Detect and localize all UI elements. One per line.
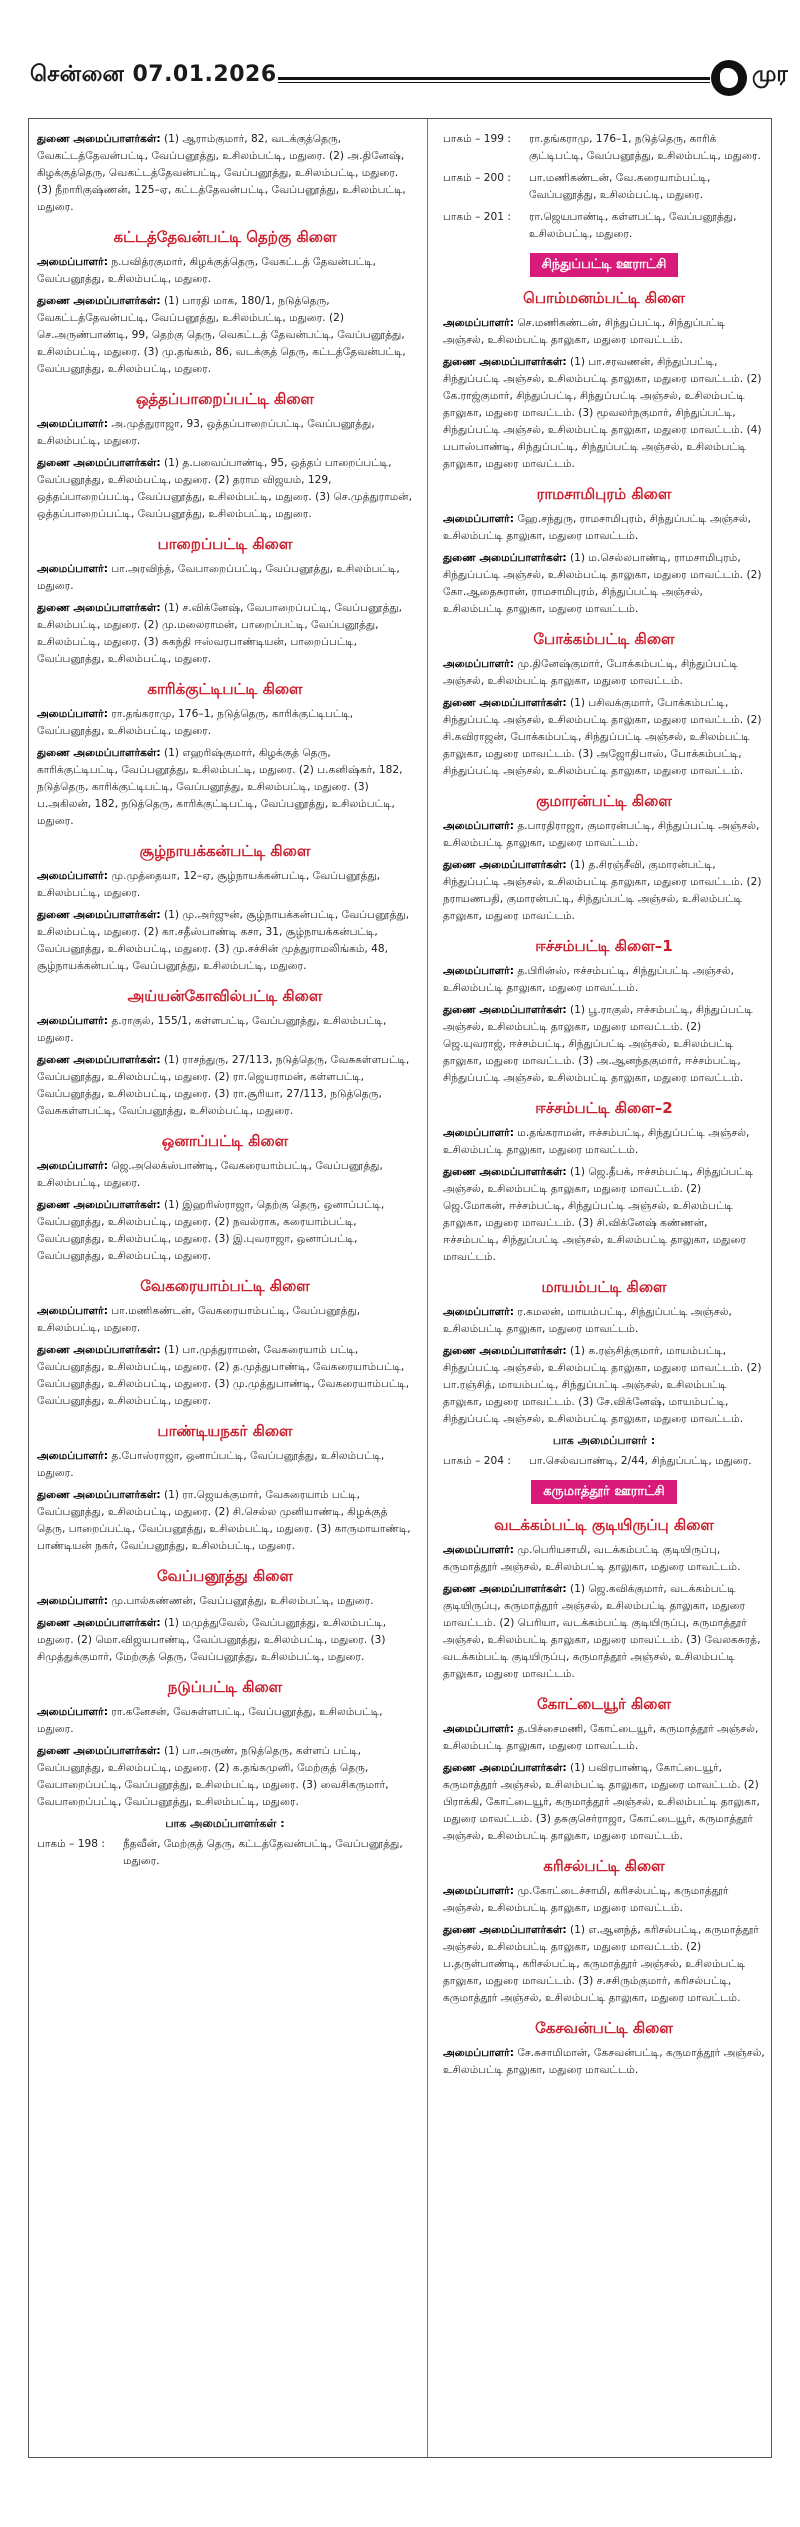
branch-deputies [37,600,413,668]
deputies-text: (1) பசிவக்குமார், போக்கம்பட்டி, சிந்துப்பட்டி அஞ்சல், உசிலம்பட்டி தாலுகா, மதுரை மாவட்டம். (2) சி.கவிராஜன், போக்கம்பட்டி, சிந்துப்பட்டி அஞ்சல், உசிலம்பட்டி தாலுகா, மதுரை மாவட்டம். (3) அஜோதிபாஸ், போக்கம்பட்டி, சிந்துப்பட்டி அஞ்சல், உசிலம்பட்டி தாலுகா, மதுரை மாவட்டம். [443,697,762,777]
branch-deputies [443,695,765,780]
branch-title: ஒனாப்பட்டி கிளை [161,1132,289,1150]
secretary-label: அமைப்பாளர்: [443,1306,514,1318]
secretary-text: மு.பால்கண்ணன், வேப்பனூத்து, உசிலம்பட்டி, மதுரை. [111,1595,374,1607]
booth-entry [443,131,765,165]
branch-title: கோட்டையூர் கிளை [536,1695,672,1713]
branch-secretary [443,315,765,349]
secretary-text: த.ராகுல், 155/1, கள்ளபட்டி, வேப்பனூத்து, உசிலம்பட்டி, மதுரை. [37,1015,387,1044]
secretary-label: அமைப்பாளர்: [443,820,514,832]
deputies-text: (1) எஹரிஷ்குமார், கிழக்குத் தெரு, காரிக்குட்டிபட்டி, வேப்பனூத்து, உசிலம்பட்டி, மதுரை. (2) ப.கனிஷ்கர், 182, நடுத்தெரு, காரிக்குட்டிபட்டி, வேப்பனூத்து, உசிலம்பட்டி, மதுரை. (3) ப.அகிலன், 182, நடுத்தெரு, காரிக்குட்டிபட்டி, வேப்பனூத்து, உசிலம்பட்டி, மதுரை. [37,747,403,827]
deputies-text: (1) மமுத்துவேல், வேப்பனூத்து, உசிலம்பட்டி, மதுரை. (2) மொ.விஜயபாண்டி, வேப்பனூத்து, உசிலம்பட்டி, மதுரை. (3) சிமுத்துக்குமார், மேற்குத் தெரு, வேப்பனூத்து, உசிலம்பட்டி, மதுரை. [37,1617,387,1663]
secretary-label: அமைப்பாளர்: [37,1450,108,1462]
secretary-text: ரா.கனேசன், வேசுள்ளபட்டி, வேப்பனூத்து, உசிலம்பட்டி, மதுரை. [37,1706,383,1735]
booth-entry [37,1836,413,1870]
deputies-text: (1) இஹரிஸ்ராஜா, தெற்கு தெரு, ஒனாப்பட்டி, வேப்பனூத்து, உசிலம்பட்டி, மதுரை. (2) நவல்ராக, கரையாம்பட்டி, வேப்பனூத்து, உசிலம்பட்டி, மதுரை. (3) இ.புவராஜா, ஒனாப்பட்டி, வேப்பனூத்து, உசிலம்பட்டி, மதுரை. [37,1199,385,1262]
deputies-text: (1) பவிரபாண்டி, கோட்டையூர், கருமாத்தூர் அஞ்சல், உசிலம்பட்டி தாலுகா, மதுரை மாவட்டம். (2) பிராக்கி, கோட்டையூர், கருமாத்தூர் அஞ்சல், உசிலம்பட்டி தாலுகா, மதுரை மாவட்டம். (3) தசுகுசெர்ராஜா, கோட்டையூர், கருமாத்தூர் அஞ்சல், உசிலம்பட்டி தாலுகா, மதுரை மாவட்டம். [443,1762,760,1842]
secretary-label: அமைப்பாளர்: [443,1127,514,1139]
secretary-text: த.பிச்சைமணி, கோட்டையூர், கருமாத்தூர் அஞ்சல், உசிலம்பட்டி தாலுகா, மதுரை மாவட்டம். [443,1723,759,1752]
booth-number: பாகம் – 198 : [37,1838,105,1850]
branch-deputies [37,455,413,523]
branch-deputies [37,293,413,378]
deputies-label: துணை அமைப்பாளர்கள்: [37,457,161,469]
secretary-text: மு.கோட்டைச்சாமி, கரிசல்பட்டி, கருமாத்தூர் அஞ்சல், உசிலம்பட்டி தாலுகா, மதுரை மாவட்டம். [443,1885,729,1914]
branch-title: கரிசல்பட்டி கிளை [543,1857,665,1875]
branch-deputies [443,1164,765,1266]
deputies-label: துணை அமைப்பாளர்கள்: [37,1617,161,1629]
secretary-label: அமைப்பாளர்: [37,1706,108,1718]
deputies-text: (1) எ.ஆனந்த், கரிசல்பட்டி, கருமாத்தூர் அஞ்சல், உசிலம்பட்டி தாலுகா, மதுரை மாவட்டம். (2) ப.தருள்பாண்டி, கரிசல்பட்டி, கருமாத்தூர் அஞ்சல், உசிலம்பட்டி தாலுகா, மதுரை மாவட்டம். (3) ச.சசிரும்குமார், கரிசல்பட்டி, கருமாத்தூர் அஞ்சல், உசிலம்பட்டி தாலுகா, மதுரை மாவட்டம். [443,1924,759,2004]
secretary-text: ந.பவித்ரகுமார், கிழக்குத்தெரு, வேகட்டத் தேவன்பட்டி, வேப்பனூத்து, உசிலம்பட்டி, மதுரை. [37,256,376,285]
secretary-text: ம.தங்கராமன், ஈச்சம்பட்டி, சிந்துப்பட்டி அஞ்சல், உசிலம்பட்டி தாலுகா, மதுரை மாவட்டம். [443,1127,750,1156]
booth-entry [443,209,765,243]
branch-title: ராமசாமிபுரம் கிளை [536,485,672,503]
deputies-label: துணை அமைப்பாளர்கள்: [37,1054,161,1066]
branch-secretary [443,1721,765,1755]
intro-deputies-text: (1) ஆராம்குமார், 82, வடக்குத்தெரு, வேகட்டத்தேவன்பட்டி, வேப்பனூத்து, உசிலம்பட்டி, மதுரை. (2) அ.தினேஷ், கிழக்குத்தெரு, வெகட்டத்தேவன்பட்டி, வேப்பனூத்து, உசிலம்பட்டி, மதுரை. (3) நீறாரிகுஷ்ணன், 125–ஏ, கட்டத்தேவன்பட்டி, வேப்பனூத்து, உசிலம்பட்டி, மதுரை. [37,133,406,213]
branch-title: அய்யன்கோவில்பட்டி கிளை [127,987,323,1005]
branch-secretary [37,1013,413,1047]
branch-secretary [443,1125,765,1159]
deputies-text: (1) ச.விக்னேஷ், வேபாறைப்பட்டி, வேப்பனூத்து, உசிலம்பட்டி, மதுரை. (2) மு.மலைராமன், பாறைப்பட்டி, வேப்பனூத்து, உசிலம்பட்டி, மதுரை. (3) சுகந்தி ஈஸ்வரபாண்டியன், பாறைப்பட்டி, வேப்பனூத்து, உசிலம்பட்டி, மதுரை. [37,602,403,665]
secretary-label: அமைப்பாளர்: [443,658,514,670]
masthead-rule-thin [278,82,710,83]
branch-secretary [443,963,765,997]
secretary-text: பா.மணிகண்டன், வேகரையாம்பட்டி, வேப்பனூத்து, உசிலம்பட்டி, மதுரை. [37,1305,361,1334]
booth-name: பா.செல்வபாண்டி, 2/44, சிந்துப்பட்டி, மதுரை. [529,1455,752,1467]
branch-secretary [443,818,765,852]
deputies-label: துணை அமைப்பாளர்கள்: [37,1344,161,1356]
branch-secretary [37,1593,413,1610]
secretary-text: சே.சுசாமிமான், கேசவன்பட்டி, கருமாத்தூர் அஞ்சல், உசிலம்பட்டி தாலுகா, மதுரை மாவட்டம். [443,2047,765,2076]
branch-deputies [443,1002,765,1087]
branch-deputies [443,1343,765,1428]
secretary-text: பா.அரவிந்த், வேபாறைப்பட்டி, வேப்பனூத்து, உசிலம்பட்டி, மதுரை. [37,563,400,592]
deputies-label: துணை அமைப்பாளர்கள்: [443,1762,567,1774]
branch-title: கட்டத்தேவன்பட்டி தெற்கு கிளை [113,228,337,246]
deputies-label: துணை அமைப்பாளர்கள்: [443,1924,567,1936]
masthead-rule [278,77,710,80]
secretary-text: செ.மணிகண்டன், சிந்துப்பட்டி, சிந்துப்பட்டி அஞ்சல், உசிலம்பட்டி தாலுகா, மதுரை மாவட்டம். [443,317,726,346]
secretary-label: அமைப்பாளர்: [37,563,108,575]
branch-title: நடுப்பட்டி கிளை [167,1678,283,1696]
branch-secretary [443,511,765,545]
secretary-label: அமைப்பாளர்: [37,256,108,268]
booth-name: நீதவீன், மேற்குத் தெரு, கட்டத்தேவன்பட்டி, வேப்பனூத்து, மதுரை. [123,1838,403,1867]
union-banner-karumathur: கருமாத்தூர் ஊராட்சி [531,1480,677,1504]
booth-name: பா.மணிகண்டன், வே.கரையாம்பட்டி, வேப்பனூத்து, உசிலம்பட்டி, மதுரை. [529,172,711,201]
deputies-label: துணை அமைப்பாளர்கள்: [37,133,161,145]
branch-title: கேசவன்பட்டி கிளை [535,2019,673,2037]
deputies-text: (1) பா.சரவணன், சிந்துப்பட்டி, சிந்துப்பட்டி அஞ்சல், உசிலம்பட்டி தாலுகா, மதுரை மாவட்டம். (2) கே.ராஜ்குமார், சிந்துப்பட்டி, சிந்துப்பட்டி அஞ்சல், உசிலம்பட்டி தாலுகா, மதுரை மாவட்டம். (3) மூவலர்நகுமார், சிந்துப்பட்டி, சிந்துப்பட்டி அஞ்சல், உசிலம்பட்டி தாலுகா, மதுரை மாவட்டம். (4) பபாஸ்பாண்டி, சிந்துப்பட்டி, சிந்துப்பட்டி அஞ்சல், உசிலம்பட்டி தாலுகா, மதுரை மாவட்டம். [443,356,762,470]
deputies-label: துணை அமைப்பாளர்கள்: [37,295,161,307]
deputies-label: துணை அமைப்பாளர்கள்: [443,859,567,871]
secretary-label: அமைப்பாளர்: [443,317,514,329]
deputies-text: (1) ஜெ.தீபக், ஈச்சம்பட்டி, சிந்துப்பட்டி அஞ்சல், உசிலம்பட்டி தாலுகா, மதுரை மாவட்டம். (2) ஜெ.மோகன், ஈச்சம்பட்டி, சிந்துப்பட்டி அஞ்சல், உசிலம்பட்டி தாலுகா, மதுரை மாவட்டம். (3) சி.விக்னேஷ் கண்ணன், ஈச்சம்பட்டி, சிந்துப்பட்டி அஞ்சல், உசிலம்பட்டி தாலுகா, மதுரை மாவட்டம். [443,1166,754,1263]
branch-title: ஈச்சம்பட்டி கிளை–2 [535,1099,673,1117]
secretary-text: த.போஸ்ராஜா, ஒனாப்பட்டி, வேப்பனூத்து, உசிலம்பட்டி, மதுரை. [37,1450,385,1479]
deputies-label: துணை அமைப்பாளர்கள்: [443,1004,567,1016]
branch-deputies [443,1922,765,2007]
secretary-label: அமைப்பாளர்: [37,1015,108,1027]
secretary-text: ர.கமலன், மாயம்பட்டி, சிந்துப்பட்டி அஞ்சல், உசிலம்பட்டி தாலுகா, மதுரை மாவட்டம். [443,1306,732,1335]
deputies-text: (1) த.பவைப்பாண்டி, 95, ஒத்தப் பாறைப்பட்டி, வேப்பனூத்து, உசிலம்பட்டி, மதுரை. (2) தராம விஜயம், 129, ஒத்தப்பாறைப்பட்டி, வேப்பனூத்து, உசிலம்பட்டி, மதுரை. (3) செ.முத்துராமன், ஒத்தப்பாறைப்பட்டி, வேப்பனூத்து, உசிலம்பட்டி, மதுரை. [37,457,412,520]
left-branch-list [37,228,413,1811]
secretary-label: அமைப்பாளர்: [443,965,514,977]
deputies-label: துணை அமைப்பாளர்கள்: [443,1166,567,1178]
secretary-label: அமைப்பாளர்: [443,1544,514,1556]
branch-deputies [37,745,413,830]
branch-title: பொம்மனம்பட்டி கிளை [523,289,685,307]
branch-deputies [443,354,765,473]
secretary-label: அமைப்பாளர்: [443,2047,514,2059]
secretary-text: மு.முத்தையா, 12–ஏ, சூழ்நாயக்கன்பட்டி, வேப்பனூத்து, உசிலம்பட்டி, மதுரை. [37,870,381,899]
masthead [0,0,800,118]
deputies-label: துணை அமைப்பாளர்கள்: [37,1745,161,1757]
branch-title: வடக்கம்பட்டி குடியிருப்பு கிளை [494,1516,714,1534]
dateline: சென்னை 07.01.2026 [30,62,277,87]
branch-secretary [37,561,413,595]
secretary-text: மு.தினேஷ்குமார், போக்கம்பட்டி, சிந்துப்பட்டி அஞ்சல், உசிலம்பட்டி தாலுகா, மதுரை மாவட்டம். [443,658,738,687]
branch-title: போக்கம்பட்டி கிளை [533,630,675,648]
branch-secretary [443,656,765,690]
booth-entry [443,1453,765,1470]
deputies-label: துணை அமைப்பாளர்கள்: [443,356,567,368]
booth-number: பாகம் – 199 : [443,133,511,145]
branch-deputies [443,1581,765,1683]
deputies-text: (1) பா.முத்துராமன், வேகரையாம் பட்டி, வேப்பனூத்து, உசிலம்பட்டி, மதுரை. (2) த.முத்துபாண்டி, வேகரையாம்பட்டி, வேப்பனூத்து, உசிலம்பட்டி, மதுரை. (3) மு.முத்துபாண்டி, வேகரையாம்பட்டி, வேப்பனூத்து, உசிலம்பட்டி, மதுரை. [37,1344,410,1407]
deputies-label: துணை அமைப்பாளர்கள்: [37,602,161,614]
branch-secretary [37,254,413,288]
branch-secretary [37,1158,413,1192]
secretary-label: அமைப்பாளர்: [37,1305,108,1317]
branch-secretary [37,1704,413,1738]
branch-deputies [37,1342,413,1410]
secretary-text: ரா.தங்கராமு, 176–1, நடுத்தெரு, காரிக்குட்டிபட்டி, வேப்பனூத்து, உசிலம்பட்டி, மதுரை. [37,708,354,737]
secretary-text: அ.முத்துராஜா, 93, ஒத்தப்பாறைப்பட்டி, வேப்பனூத்து, உசிலம்பட்டி, மதுரை. [37,418,375,447]
branch-secretary [37,868,413,902]
branch-secretary [443,1883,765,1917]
booth-name: ரா.தங்கராமு, 176–1, நடுத்தெரு, காரிக் குட்டிபட்டி, வேப்பனூத்து, உசிலம்பட்டி, மதுரை. [529,133,761,162]
branch-deputies [443,857,765,925]
branch-secretary [443,1542,765,1576]
deputies-text: (1) ஜெ.கவிக்குமார், வடக்கம்பட்டி குடியிருப்பு, கருமாத்தூர் அஞ்சல், உசிலம்பட்டி தாலுகா, மதுரை மாவட்டம். (2) பெரியா, வடக்கம்பட்டி குடியிருப்பு, கருமாத்தூர் அஞ்சல், உசிலம்பட்டி தாலுகா, மதுரை மாவட்டம். (3) வேலகசுரத், வடக்கம்பட்டி குடியிருப்பு, கருமாத்தூர் அஞ்சல், உசிலம்பட்டி தாலுகா, மதுரை மாவட்டம். [443,1583,761,1680]
deputies-text: (1) பாரதி மாக, 180/1, நடுத்தெரு, வேகட்டத்தேவன்பட்டி, வேப்பனூத்து, உசிலம்பட்டி, மதுரை. (2) செ.அருண்பாண்டி, 99, தெற்கு தெரு, வெகட்டத் தேவன்பட்டி, வேப்பனூத்து, உசிலம்பட்டி, மதுரை. (3) மு.தங்கம், 86, வடக்குத் தெரு, கட்டத்தேவன்பட்டி, வேப்பனூத்து, உசிலம்பட்டி, மதுரை. [37,295,406,375]
booth-entry [443,170,765,204]
branch-deputies [443,1760,765,1845]
branch-title: மாயம்பட்டி கிளை [541,1278,667,1296]
deputies-label: துணை அமைப்பாளர்கள்: [443,552,567,564]
secretary-text: மு.பெரியசாமி, வடக்கம்பட்டி குடியிருப்பு, கருமாத்தூர் அஞ்சல், உசிலம்பட்டி தாலுகா, மதுரை மாவட்டம். [443,1544,741,1573]
branch-title: ஒத்தப்பாறைப்பட்டி கிளை [135,390,315,408]
branch-secretary [37,1448,413,1482]
booth-heading: பாக அமைப்பாளர்கள் : [165,1817,285,1830]
branch-title: காரிக்குட்டிபட்டி கிளை [147,680,303,698]
deputies-label: துணை அமைப்பாளர்கள்: [443,1583,567,1595]
secretary-label: அமைப்பாளர்: [37,708,108,720]
secretary-label: அமைப்பாளர்: [37,418,108,430]
deputies-label: துணை அமைப்பாளர்கள்: [443,1345,567,1357]
branch-deputies [37,1052,413,1120]
secretary-label: அமைப்பாளர்: [443,1885,514,1897]
booth-number: பாகம் – 204 : [443,1455,511,1467]
deputies-text: (1) மு.அர்ஜுன், சூழ்நாயக்கன்பட்டி, வேப்பனூத்து, உசிலம்பட்டி, மதுரை. (2) கா.சதீஸ்பாண்டி கசா, 31, சூழ்நாயக்கன்பட்டி, வேப்பனூத்து, உசிலம்பட்டி, மதுரை. (3) மு.சச்சின் முத்துராமலிங்கம், 48, சூழ்நாயக்கன்பட்டி, வேப்பனூத்து, உசிலம்பட்டி, மதுரை. [37,909,410,972]
deputies-text: (1) பா.அருண், நடுத்தெரு, கள்ளப் பட்டி, வேப்பனூத்து, உசிலம்பட்டி, மதுரை. (2) க.தங்கமுனி, மேற்குத் தெரு, வேபாறைப்பட்டி, வேப்பனூத்து, உசிலம்பட்டி, மதுரை. (3) வைசிகருமார், வேபாறைப்பட்டி, வேப்பனூத்து, உசிலம்பட்டி, மதுரை. [37,1745,389,1808]
secretary-label: அமைப்பாளர்: [443,513,514,525]
branch-secretary [443,1304,765,1338]
deputies-label: துணை அமைப்பாளர்கள்: [37,1199,161,1211]
branch-title: பாறைப்பட்டி கிளை [157,535,293,553]
deputies-text: (1) க.ரஞ்சித்குமார், மாயம்பட்டி, சிந்துப்பட்டி அஞ்சல், உசிலம்பட்டி தாலுகா, மதுரை மாவட்டம். (2) பா.ரஞ்சித், மாயம்பட்டி, சிந்துப்பட்டி அஞ்சல், உசிலம்பட்டி தாலுகா, மதுரை மாவட்டம். (3) சே.விக்னேஷ், மாயம்பட்டி, சிந்துப்பட்டி அஞ்சல், உசிலம்பட்டி தாலுகா, மதுரை மாவட்டம். [443,1345,762,1425]
branch-secretary [37,706,413,740]
article-frame [28,118,772,2458]
branch-title: குமாரன்பட்டி கிளை [536,792,672,810]
karumathur-branch-list [443,1516,765,2079]
intro-deputies [37,131,413,216]
branch-title: வேப்பனூத்து கிளை [156,1567,294,1585]
branch-deputies [37,1197,413,1265]
right-column [443,131,765,2084]
left-column [37,131,413,1875]
right-booth-list [443,131,765,243]
deputies-label: துணை அமைப்பாளர்கள்: [37,1489,161,1501]
secretary-label: அமைப்பாளர்: [37,870,108,882]
newspaper-logo-icon [711,60,747,96]
secretary-label: அமைப்பாளர்: [443,1723,514,1735]
branch-deputies [37,1743,413,1811]
branch-secretary [37,1303,413,1337]
secretary-text: ஹே.சந்துரு, ராமசாமிபுரம், சிந்துப்பட்டி அஞ்சல், உசிலம்பட்டி தாலுகா, மதுரை மாவட்டம். [443,513,752,542]
secretary-text: த.பிரின்ஸ், ஈச்சம்பட்டி, சிந்துப்பட்டி அஞ்சல், உசிலம்பட்டி தாலுகா, மதுரை மாவட்டம். [443,965,734,994]
branch-title: ஈச்சம்பட்டி கிளை–1 [535,937,673,955]
branch-title: வேகரையாம்பட்டி கிளை [140,1277,310,1295]
branch-title: பாண்டியநகர் கிளை [157,1422,293,1440]
secretary-text: ஜெ.அலெக்ஸ்பாண்டி, வேகரையாம்பட்டி, வேப்பனூத்து, உசிலம்பட்டி, மதுரை. [37,1160,383,1189]
deputies-text: (1) ரா.ஜெயக்குமார், வேகரையாம் பட்டி, வேப்பனூத்து, உசிலம்பட்டி, மதுரை. (2) சி.செல்ல முனியாண்டி, கிழக்குத் தெரு, பாறைப்பட்டி, வேப்பனூத்து, உசிலம்பட்டி, மதுரை. (3) காருமாயாண்டி, பாண்டியன் நகர், வேப்பனூத்து, உசிலம்பட்டி, மதுரை. [37,1489,411,1552]
column-divider [427,119,428,2457]
secretary-text: த.பாரதிராஜா, குமாரன்பட்டி, சிந்துப்பட்டி அஞ்சல், உசிலம்பட்டி தாலுகா, மதுரை மாவட்டம். [443,820,760,849]
branch-secretary [37,416,413,450]
deputies-text: (1) பூ.ராகுல், ஈச்சம்பட்டி, சிந்துப்பட்டி அஞ்சல், உசிலம்பட்டி தாலுகா, மதுரை மாவட்டம். (2) ஜெ.யுவராஜ், ஈச்சம்பட்டி, சிந்துப்பட்டி அஞ்சல், உசிலம்பட்டி தாலுகா, மதுரை மாவட்டம். (3) அ.ஆனந்தகுமார், ஈச்சம்பட்டி, சிந்துப்பட்டி அஞ்சல், உசிலம்பட்டி தாலுகா, மதுரை மாவட்டம். [443,1004,753,1084]
deputies-label: துணை அமைப்பாளர்கள்: [443,697,567,709]
booth-name: ரா.ஜெயபாண்டி, கள்ளபட்டி, வேப்பனூத்து, உசிலம்பட்டி, மதுரை. [529,211,737,240]
secretary-label: அமைப்பாளர்: [37,1160,108,1172]
deputies-text: (1) ராசந்துரு, 27/113, நடுத்தெரு, வேசுகள்ளபட்டி, வேப்பனூத்து, உசிலம்பட்டி, மதுரை. (2) ரா.ஜெயராமன், கள்ளபட்டி, வேப்பனூத்து, உசிலம்பட்டி, மதுரை. (3) ரா.சூரியா, 27/113, நடுத்தெரு, வேசுகள்ளபட்டி, வேப்பனூத்து, உசிலம்பட்டி, மதுரை. [37,1054,410,1117]
deputies-text: (1) த.சிரஞ்சீவி, குமாரன்பட்டி, சிந்துப்பட்டி அஞ்சல், உசிலம்பட்டி தாலுகா, மதுரை மாவட்டம். (2) நராயணபதி, குமாரன்பட்டி, சிந்துப்பட்டி அஞ்சல், உசிலம்பட்டி தாலுகா, மதுரை மாவட்டம். [443,859,762,922]
branch-title: சூழ்நாயக்கன்பட்டி கிளை [139,842,311,860]
branch-deputies [443,550,765,618]
sindhupatti-branch-list [443,289,765,1428]
branch-deputies [37,1487,413,1555]
branch-secretary [443,2045,765,2079]
secretary-label: அமைப்பாளர்: [37,1595,108,1607]
deputies-text: (1) ம.செல்லபாண்டி, ராமசாமிபுரம், சிந்துப்பட்டி அஞ்சல், உசிலம்பட்டி தாலுகா, மதுரை மாவட்டம். (2) கோ.ஆதைசுரான், ராமசாமிபுரம், சிந்துப்பட்டி அஞ்சல், உசிலம்பட்டி தாலுகா, மதுரை மாவட்டம். [443,552,762,615]
booth-number: பாகம் – 200 : [443,172,511,184]
union-banner-sindhupatti: சிந்துப்பட்டி ஊராட்சி [530,253,679,277]
branch-deputies [37,1615,413,1666]
booth-heading-single: பாக அமைப்பாளர் : [552,1434,656,1447]
branch-deputies [37,907,413,975]
newspaper-brand: முர [752,62,788,87]
deputies-label: துணை அமைப்பாளர்கள்: [37,747,161,759]
booth-number: பாகம் – 201 : [443,211,511,223]
deputies-label: துணை அமைப்பாளர்கள்: [37,909,161,921]
